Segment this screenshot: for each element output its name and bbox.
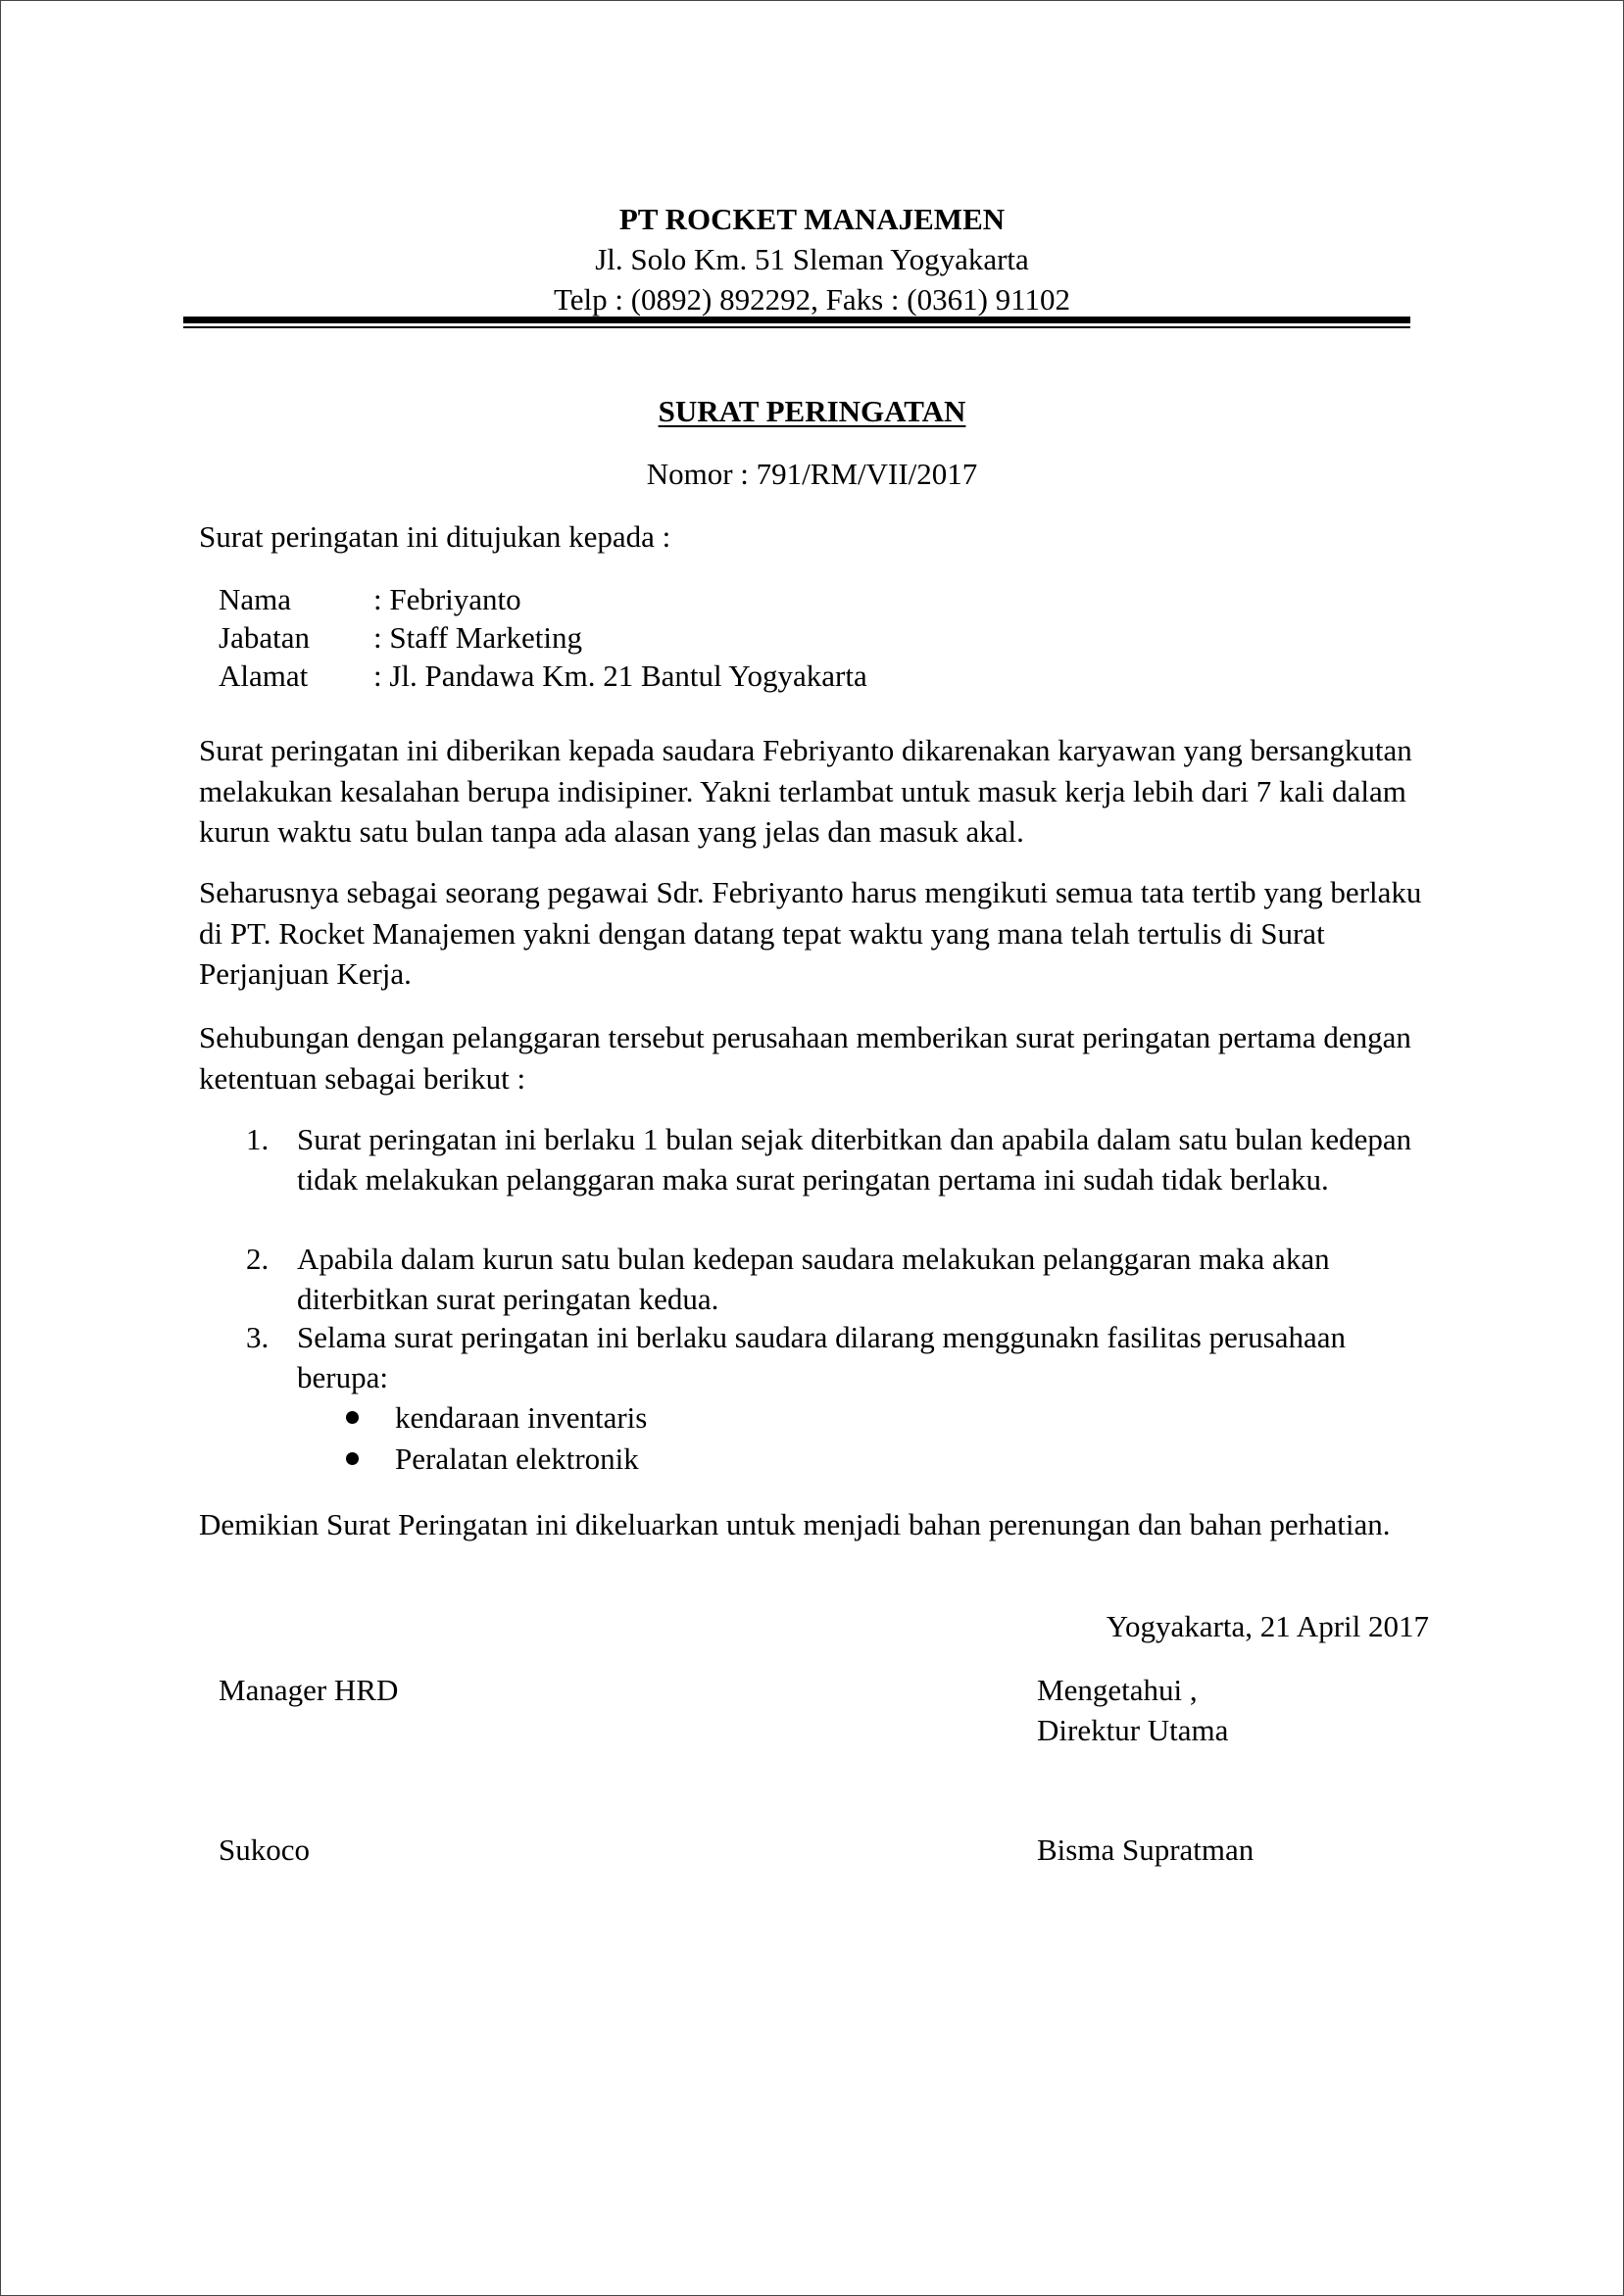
term-text: Apabila dalam kurun satu bulan kedepan saudara melakukan pelanggaran maka akan diterbitkan surat peringatan kedua. <box>297 1242 1330 1316</box>
company-name: PT ROCKET MANAJEMEN <box>618 202 1006 236</box>
bullet-icon <box>346 1452 359 1465</box>
left-signatory-name: Sukoco <box>219 1832 310 1867</box>
right-signatory-role: Direktur Utama <box>1037 1713 1229 1747</box>
paragraph-reason: Surat peringatan ini diberikan kepada saudara Febriyanto dikarenakan karyawan yang bersangkutan melakukan kesalahan berupa indisipiner. Yakni terlambat untuk masuk kerja lebih dari 7 kali dalam kurun waktu satu bulan tanpa ada alasan yang jelas dan masuk akal. <box>199 733 1412 849</box>
letterhead-rule-thin <box>183 326 1410 328</box>
recipient-position-label: Jabatan <box>219 620 310 655</box>
paragraph-obligation: Seharusnya sebagai seorang pegawai Sdr. Febriyanto harus mengikuti semua tata tertib yang berlaku di PT. Rocket Manajemen yakni dengan datang tepat waktu yang mana telah tertulis di Surat Perjanjuan Kerja. <box>199 875 1422 991</box>
bullet-icon <box>346 1411 359 1424</box>
recipient-position-value: : Staff Marketing <box>373 620 582 655</box>
right-signatory-ack: Mengetahui , <box>1037 1673 1198 1707</box>
place-date: Yogyakarta, 21 April 2017 <box>1106 1609 1429 1643</box>
intro-text: Surat peringatan ini ditujukan kepada : <box>199 519 671 554</box>
term-number: 2. <box>246 1242 270 1276</box>
recipient-name-label: Nama <box>219 582 292 616</box>
facility-item: Peralatan elektronik <box>395 1441 639 1476</box>
company-contact: Telp : (0892) 892292, Faks : (0361) 91102 <box>553 282 1071 317</box>
recipient-address-label: Alamat <box>219 659 309 693</box>
letter-title: SURAT PERINGATAN <box>658 394 966 428</box>
term-number: 1. <box>246 1122 270 1156</box>
closing-paragraph: Demikian Surat Peringatan ini dikeluarkan untuk menjadi bahan perenungan dan bahan perhatian. <box>199 1507 1391 1541</box>
facility-item: kendaraan inventaris <box>395 1400 648 1435</box>
paragraph-sanction: Sehubungan dengan pelanggaran tersebut perusahaan memberikan surat peringatan pertama dengan ketentuan sebagai berikut : <box>199 1020 1411 1096</box>
term-text: Selama surat peringatan ini berlaku saudara dilarang menggunakn fasilitas perusahaan berupa: <box>297 1320 1346 1394</box>
left-signatory-role: Manager HRD <box>219 1673 399 1707</box>
recipient-name-value: : Febriyanto <box>373 582 521 616</box>
right-signatory-name: Bisma Supratman <box>1037 1832 1255 1867</box>
term-text: Surat peringatan ini berlaku 1 bulan sejak diterbitkan dan apabila dalam satu bulan kedepan tidak melakukan pelanggaran maka surat peringatan pertama ini sudah tidak berlaku. <box>297 1122 1412 1197</box>
company-address: Jl. Solo Km. 51 Sleman Yogyakarta <box>595 242 1029 276</box>
letter-number: Nomor : 791/RM/VII/2017 <box>646 457 978 491</box>
term-number: 3. <box>246 1320 270 1354</box>
recipient-address-value: : Jl. Pandawa Km. 21 Bantul Yogyakarta <box>373 659 867 693</box>
letterhead-rule-thick <box>183 317 1410 323</box>
